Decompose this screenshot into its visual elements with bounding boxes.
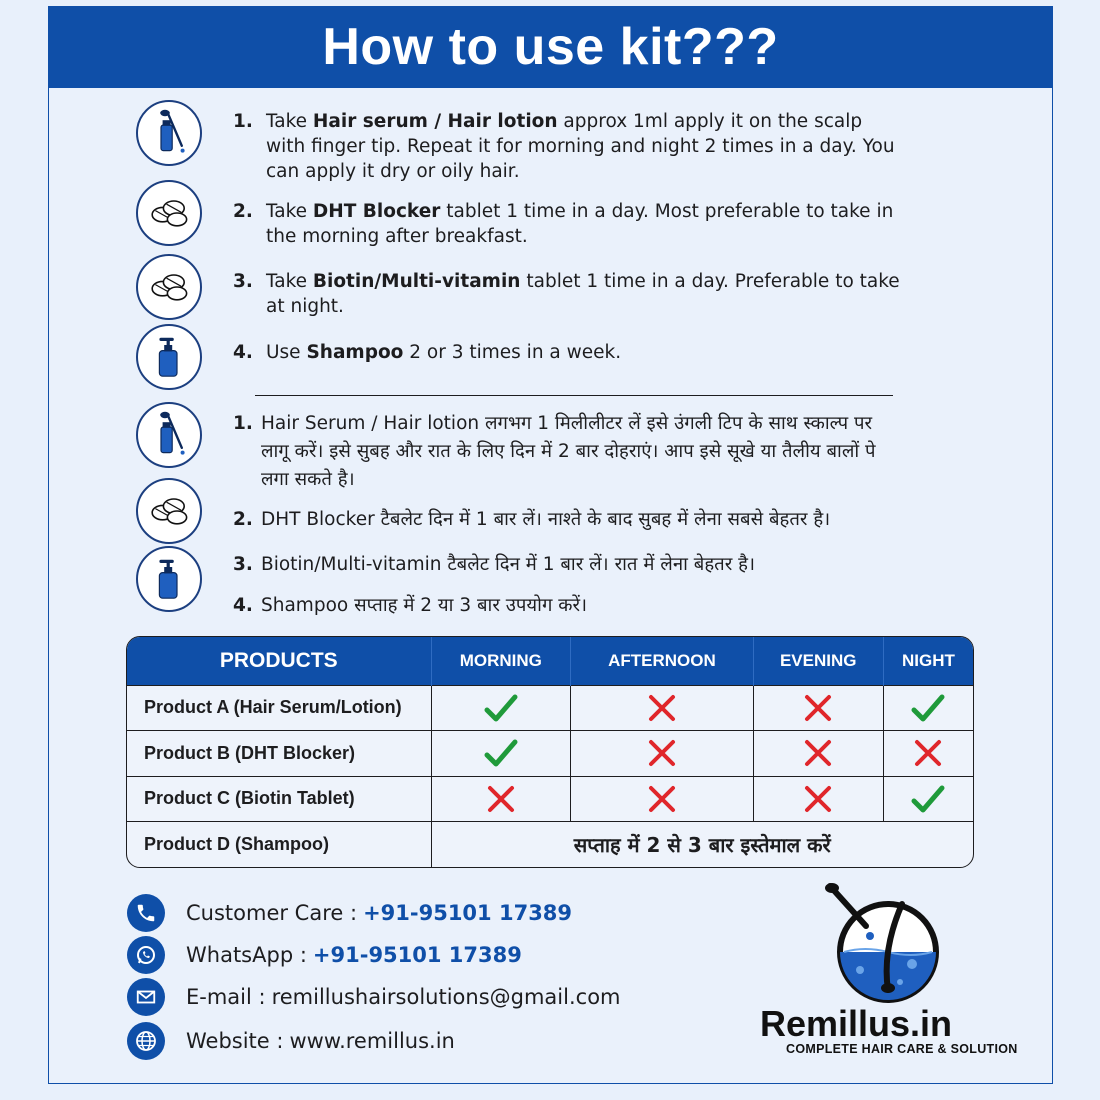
- mark-cell: [883, 685, 973, 731]
- header-products: PRODUCTS: [127, 637, 431, 685]
- header-banner: [48, 6, 1053, 88]
- english-step-1: 1. Take Hair serum / Hair lotion approx 1ml apply it on the scalp with finger tip. Repeat it for morning and night 2 times in a day. You can apply it dry or oily hair.: [233, 111, 895, 182]
- english-step-3: 3. Take Biotin/Multi-vitamin tablet 1 time in a day. Preferable to take at night.: [233, 271, 900, 317]
- cross-icon: [801, 784, 835, 814]
- cross-icon: [801, 738, 835, 768]
- hindi-step-2: 2. DHT Blocker टैबलेट दिन में 1 बार लें। नाश्ते के बाद सुबह में लेना सबसे बेहतर है।: [233, 509, 831, 530]
- customer-care-row: [127, 894, 572, 932]
- table-row: [127, 685, 973, 731]
- product-name: Product A (Hair Serum/Lotion): [127, 685, 431, 731]
- check-icon: [911, 693, 945, 723]
- mark-cell: [571, 776, 753, 822]
- brand-logo: [820, 880, 950, 1005]
- english-step-2: 2. Take DHT Blocker tablet 1 time in a day. Most preferable to take in the morning after breakfast.: [233, 201, 894, 247]
- hindi-step-3: 3. Biotin/Multi-vitamin टैबलेट दिन में 1 बार लें। रात में लेना बेहतर है।: [233, 554, 756, 575]
- whatsapp-label: WhatsApp :: [186, 943, 307, 967]
- mark-cell: [883, 776, 973, 822]
- globe-icon: [127, 1022, 165, 1060]
- product-name: Product C (Biotin Tablet): [127, 776, 431, 822]
- email-row: [127, 978, 621, 1016]
- customer-care-label: Customer Care :: [186, 901, 358, 925]
- brand-tagline: COMPLETE HAIR CARE & SOLUTION: [786, 1042, 1018, 1056]
- website-label: Website :: [186, 1029, 284, 1053]
- page-title: How to use kit???: [322, 18, 779, 76]
- cross-icon: [801, 693, 835, 723]
- hindi-step-4: 4. Shampoo सप्ताह में 2 या 3 बार उपयोग करें।: [233, 595, 588, 616]
- dropper-bottle-icon: [136, 402, 202, 468]
- mark-cell: [571, 731, 753, 777]
- table-row: [127, 822, 973, 868]
- check-icon: [484, 738, 518, 768]
- check-icon: [911, 784, 945, 814]
- english-step-4: 4. Use Shampoo 2 or 3 times in a week.: [233, 342, 622, 363]
- table-row: [127, 776, 973, 822]
- table-row: [127, 731, 973, 777]
- mark-cell: [753, 776, 883, 822]
- shampoo-note: सप्ताह में 2 से 3 बार इस्तेमाल करें: [431, 822, 973, 868]
- tablets-icon: [136, 254, 202, 320]
- brand-name: Remillus.in: [760, 1003, 953, 1044]
- header-night: NIGHT: [883, 637, 973, 685]
- header-afternoon: AFTERNOON: [571, 637, 753, 685]
- cross-icon: [645, 693, 679, 723]
- pump-bottle-icon: [136, 546, 202, 612]
- customer-care-number[interactable]: +91-95101 17389: [363, 901, 573, 925]
- whatsapp-icon: [127, 936, 165, 974]
- email-address[interactable]: remillushairsolutions@gmail.com: [271, 985, 621, 1009]
- whatsapp-number[interactable]: +91-95101 17389: [312, 943, 522, 967]
- tablets-icon: [136, 180, 202, 246]
- email-label: E-mail :: [186, 985, 266, 1009]
- header-evening: EVENING: [753, 637, 883, 685]
- mark-cell: [431, 776, 571, 822]
- section-divider: [255, 395, 893, 396]
- cross-icon: [484, 784, 518, 814]
- cross-icon: [911, 738, 945, 768]
- website-url[interactable]: www.remillus.in: [289, 1029, 455, 1053]
- mark-cell: [571, 685, 753, 731]
- cross-icon: [645, 784, 679, 814]
- cross-icon: [645, 738, 679, 768]
- dropper-bottle-icon: [136, 100, 202, 166]
- schedule-table: [126, 636, 974, 868]
- header-morning: MORNING: [431, 637, 571, 685]
- hindi-step-1: 1. Hair Serum / Hair lotion लगभग 1 मिलीलीटर लें इसे उंगली टिप के साथ स्काल्प पर लागू करें। इसे सुबह और रात के लिए दिन में 2 बार दोहराएं। आप इसे सूखे या तैलीय बालों पे लगा सकते है।: [233, 413, 876, 490]
- website-row: [127, 1022, 455, 1060]
- pump-bottle-icon: [136, 324, 202, 390]
- whatsapp-row: [127, 936, 522, 974]
- tablets-icon: [136, 478, 202, 544]
- mark-cell: [431, 685, 571, 731]
- mark-cell: [753, 685, 883, 731]
- mark-cell: [883, 731, 973, 777]
- check-icon: [484, 693, 518, 723]
- table-header-row: [127, 637, 973, 685]
- mark-cell: [431, 731, 571, 777]
- mail-icon: [127, 978, 165, 1016]
- product-name: Product D (Shampoo): [127, 822, 431, 868]
- phone-icon: [127, 894, 165, 932]
- product-name: Product B (DHT Blocker): [127, 731, 431, 777]
- mark-cell: [753, 731, 883, 777]
